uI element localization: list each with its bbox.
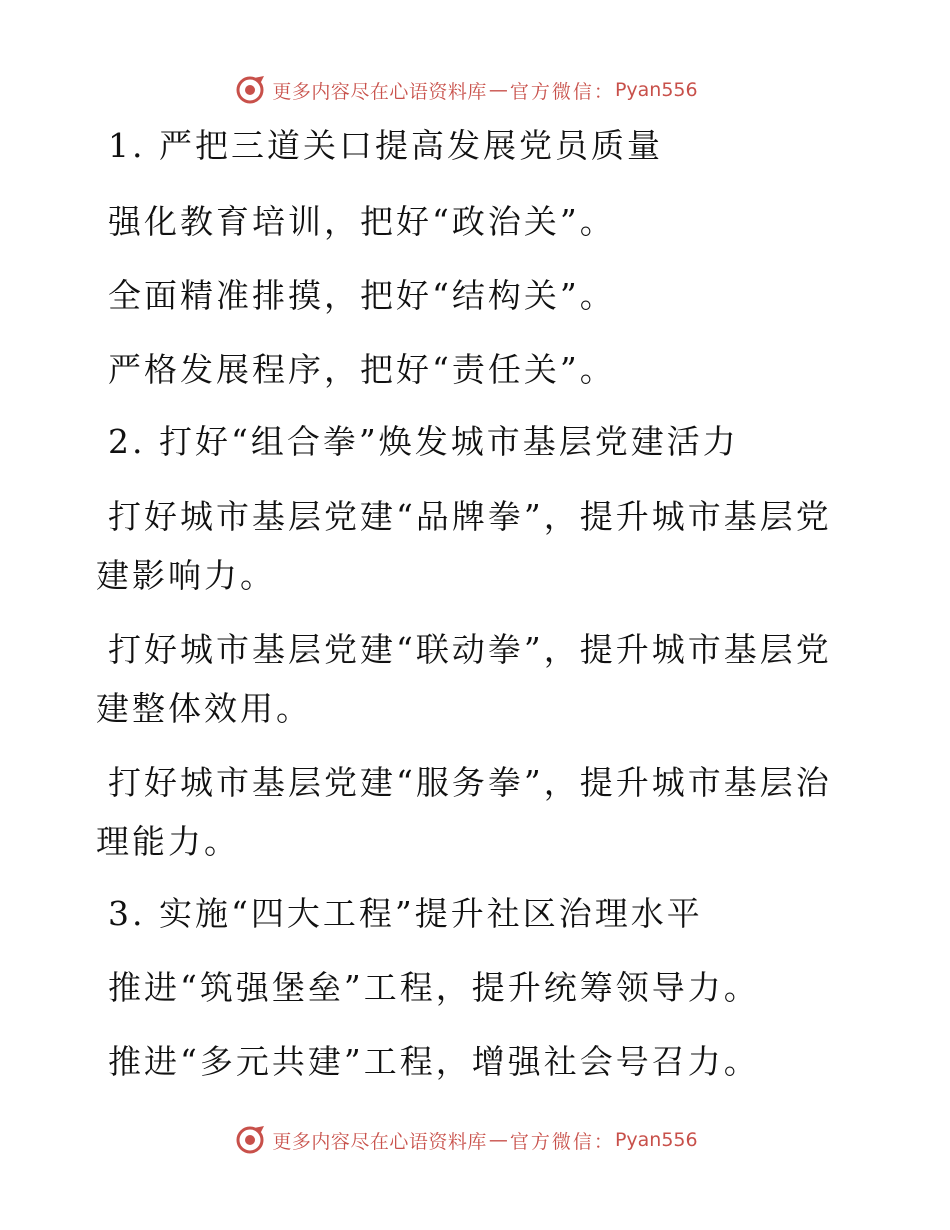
- paragraph: 全面精准排摸，把好“结构关”。: [108, 276, 616, 315]
- watermark-text: 更多内容尽在心语资料库: [272, 80, 487, 103]
- heading-1: 1. 严把三道关口提高发展党员质量: [108, 126, 663, 165]
- paragraph-continuation: 建影响力。: [96, 556, 276, 595]
- paragraph-continuation: 建整体效用。: [96, 689, 312, 728]
- watermark-official: 官方微信：: [509, 80, 615, 103]
- heading-2: 2. 打好“组合拳”焕发城市基层党建活力: [108, 422, 739, 461]
- paragraph: 推进“多元共建”工程，增强社会号召力。: [108, 1042, 760, 1081]
- watermark-official: 官方微信：: [509, 1130, 615, 1153]
- header-watermark: [0, 70, 950, 110]
- pen-logo-icon: [234, 74, 266, 106]
- watermark-dash: —: [488, 79, 508, 101]
- paragraph: 推进“筑强堡垒”工程，提升统筹领导力。: [108, 968, 760, 1007]
- paragraph: 打好城市基层党建“品牌拳”，提升城市基层党: [108, 497, 832, 536]
- watermark-id: Pyan556: [614, 79, 698, 101]
- watermark-id: Pyan556: [614, 1129, 698, 1151]
- paragraph-continuation: 理能力。: [96, 822, 240, 861]
- paragraph: 打好城市基层党建“联动拳”，提升城市基层党: [108, 630, 832, 669]
- paragraph: 严格发展程序，把好“责任关”。: [108, 350, 616, 389]
- watermark-dash: —: [488, 1129, 508, 1151]
- footer-watermark: [0, 1120, 950, 1160]
- watermark-text: 更多内容尽在心语资料库: [272, 1130, 487, 1153]
- paragraph: 强化教育培训，把好“政治关”。: [108, 202, 616, 241]
- heading-3: 3. 实施“四大工程”提升社区治理水平: [108, 894, 703, 933]
- pen-logo-icon: [234, 1124, 266, 1156]
- paragraph: 打好城市基层党建“服务拳”，提升城市基层治: [108, 763, 832, 802]
